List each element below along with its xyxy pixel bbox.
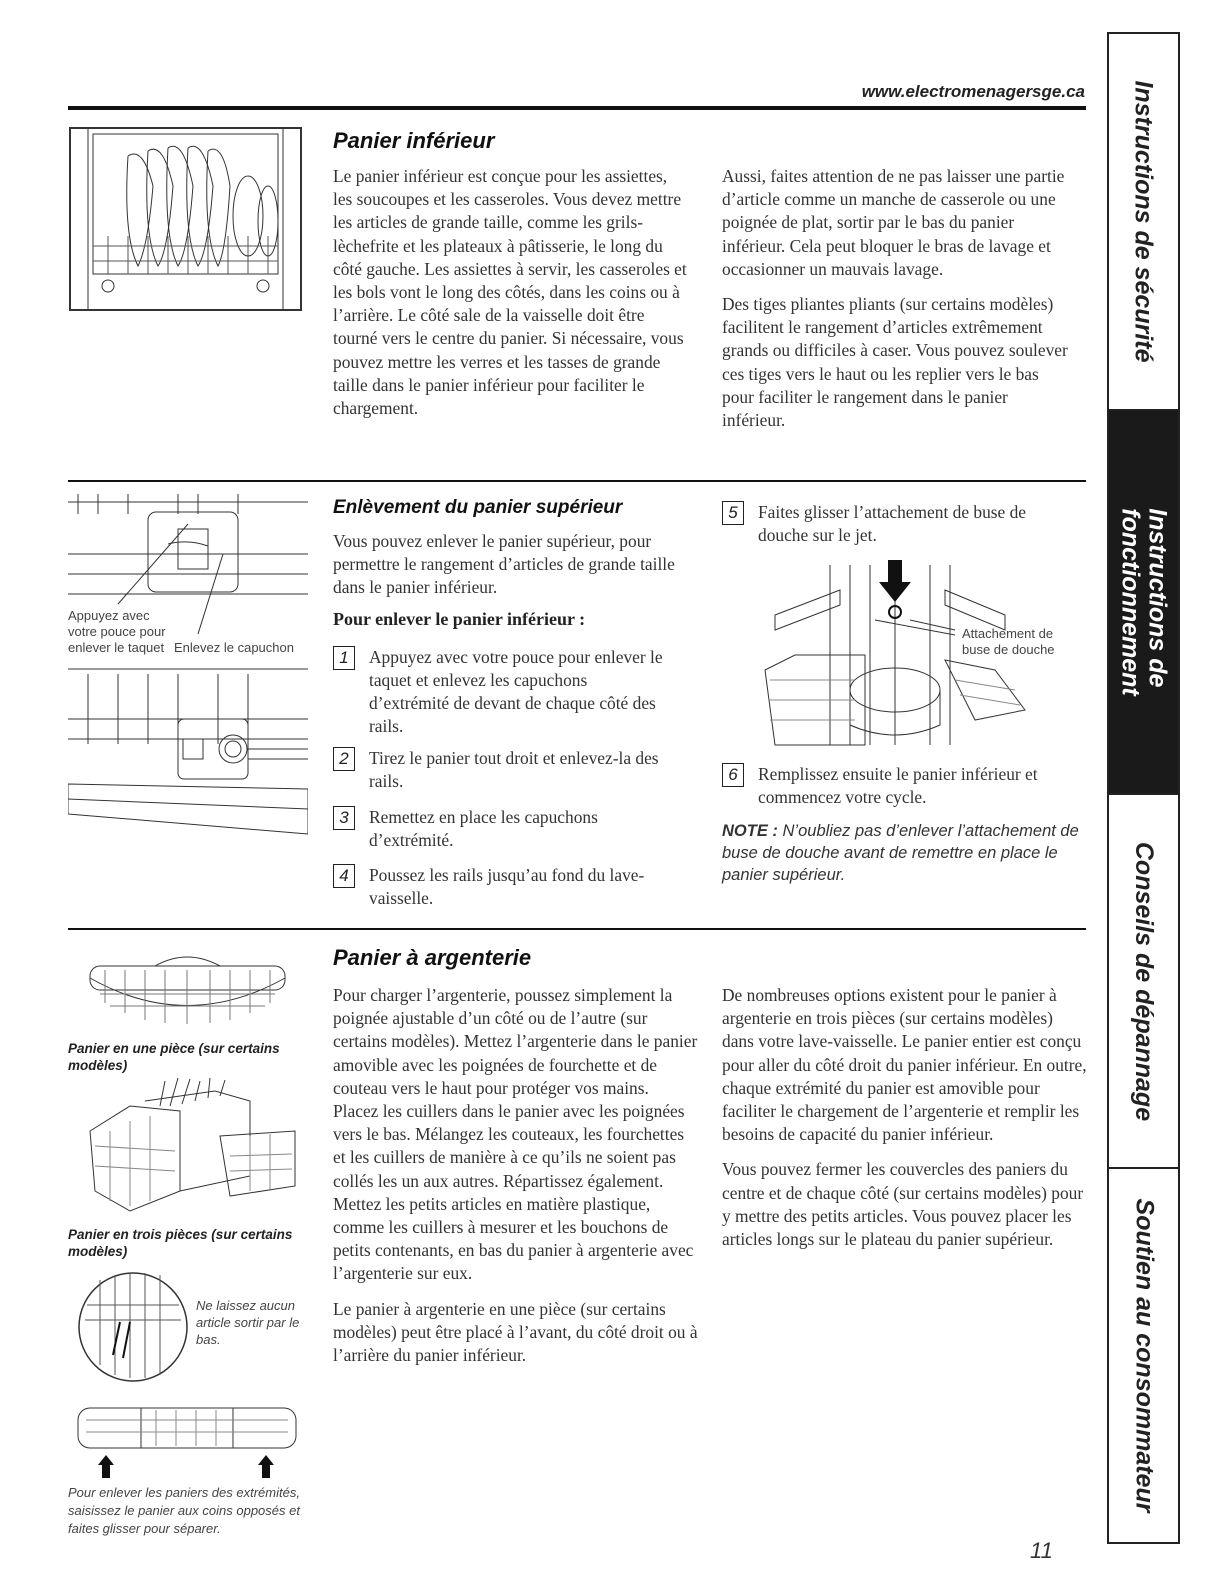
three-piece-basket-illustration	[70, 1076, 310, 1216]
end-basket-separation-illustration	[76, 1400, 298, 1480]
step-number-box: 4	[333, 864, 355, 888]
caption-three-piece-basket: Panier en trois pièces (sur certains modèles)	[68, 1227, 293, 1259]
lower-rack-illustration	[68, 126, 303, 312]
step-text: Remettez en place les capuchons d’extrémité.	[369, 807, 598, 850]
step-number-box: 1	[333, 646, 355, 670]
step-number-box: 2	[333, 747, 355, 771]
upper-rack-removal-illustration	[68, 494, 308, 854]
top-rule	[68, 106, 1086, 110]
tab-safety-instructions[interactable]: Instructions de sécurité	[1130, 80, 1158, 363]
caption-one-piece-basket: Panier en une pièce (sur certains modèles)	[68, 1041, 280, 1073]
step-1	[333, 646, 693, 736]
note-text: N’oubliez pas d’enlever l’attachement de buse de douche avant de remettre en place le panier supérieur.	[722, 822, 1079, 884]
step-6	[722, 763, 1082, 813]
lower-rack-text-col1: Le panier inférieur est conçue pour les assiettes, les soucoupes et les casseroles. Vous devez mettre les articles de grande taille, comme les grils-lèchefrite et les plateaux à pâtisserie, le long du côté gauche. Les assiettes à servir, les casseroles et les bols vont le long des côtés, dans les coins ou à l’arrière. Le côté sale de la vaisselle doit être tourné vers le centre du panier. Si nécessaire, vous pouvez mettre les verres et les tasses de grande taille dans le panier inférieur pour faciliter le chargement.	[333, 166, 687, 419]
step-text: Faites glisser l’attachement de buse de douche sur le jet.	[758, 502, 1027, 545]
page-number: 11	[1030, 1538, 1053, 1563]
tab-consumer-support[interactable]: Soutien au consommateur	[1130, 1198, 1159, 1513]
section-divider	[68, 928, 1086, 930]
website-url: www.electromenagersge.ca	[861, 82, 1085, 101]
figure-label-shower-attachment: Attachement de buse de douche	[962, 626, 1055, 657]
basket-bottom-detail-illustration	[75, 1270, 195, 1385]
figure-label-press-tab: Appuyez avec votre pouce pour enlever le taquet	[68, 608, 166, 655]
step-text: Poussez les rails jusqu’au fond du lave-vaisselle.	[369, 865, 645, 908]
section-title-silverware-basket: Panier à argenterie	[333, 945, 532, 970]
figure-label-remove-cap: Enlevez le capuchon	[174, 640, 294, 655]
note-block	[722, 820, 1087, 886]
step-number-box: 6	[722, 763, 744, 787]
lower-rack-text-col2: Aussi, faites attention de ne pas laisser une partie d’article comme un manche de casserole ou une poignée de plat, sortir par le bas du panier inférieur. Cela peut bloquer le bras de lavage et occasionner un mauvais lavage. Des tiges pliantes pliants (sur certains modèles) facilitent le rangement d’articles extrêmement grands ou difficiles à caser. Vous pouvez soulever ces tiges vers le haut ou les replier vers le bas pour faciliter le rangement dans le panier inférieur.	[722, 166, 1068, 431]
tab-troubleshooting[interactable]: Conseils de dépannage	[1130, 841, 1158, 1121]
section-divider	[68, 480, 1086, 482]
step-number-box: 3	[333, 806, 355, 830]
note-label: NOTE :	[722, 822, 778, 840]
section-title-upper-rack-removal: Enlèvement du panier supérieur	[333, 497, 623, 518]
step-number-box: 5	[722, 501, 744, 525]
one-piece-basket-illustration	[80, 948, 295, 1036]
step-text: Tirez le panier tout droit et enlevez-la des rails.	[369, 748, 659, 791]
step-text: Remplissez ensuite le panier inférieur et commencez votre cycle.	[758, 764, 1038, 807]
section-title-lower-rack: Panier inférieur	[333, 128, 495, 153]
step-5	[722, 501, 1082, 551]
step-4	[333, 864, 693, 914]
upper-rack-intro: Vous pouvez enlever le panier supérieur, pour permettre le rangement d’articles de grande taille dans le panier inférieur.	[333, 531, 675, 598]
step-2	[333, 747, 693, 797]
caption-remove-end-baskets: Pour enlever les paniers des extrémités, saisissez le panier aux coins opposés et faites glisser pour séparer.	[68, 1485, 300, 1536]
step-3	[333, 806, 693, 856]
silverware-text-col2: De nombreuses options existent pour le panier à argenterie en trois pièces (sur certains modèles) dans votre lave-vaisselle. Le panier entier est conçu pour aller du côté droit du panier inférieur. En outre, chaque extrémité du panier est amovible pour faciliter le chargement de l’argenterie et remplir les besoins de capacité du panier inférieur. Vous pouvez fermer les couvercles des paniers du centre et de chaque côté (sur certains modèles) pour y mettre des petits articles. Vous pouvez placer les articles longs sur le plateau du panier supérieur.	[722, 985, 1087, 1250]
silverware-text-col1: Pour charger l’argenterie, poussez simplement la poignée ajustable d’un côté ou de l’autre (sur certains modèles). Mettez l’argenterie dans le panier amovible avec les poignées de fourchette et de couteau vers le haut pour protéger vos mains. Placez les cuillers dans le panier avec les poignées vers le bas. Mélangez les couteaux, les fourchettes et les cuillers de manière à ce qu’ils ne soient pas collés les un aux autres. Répartissez également. Mettez les petits articles en matière plastique, comme les cuillers à mesurer et les bouchons de petits contenants, en bas du panier à argenterie avec l’argenterie sur eux. Le panier à argenterie en une pièce (sur certains modèles) peut être placé à l’avant, du côté droit ou à l’arrière du panier inférieur.	[333, 985, 698, 1366]
tab-operating-instructions[interactable]: Instructions de fonctionnement	[1109, 411, 1178, 793]
step-text: Appuyez avec votre pouce pour enlever le taquet et enlevez les capuchons d’extrémité de devant de chaque côté des rails.	[369, 647, 663, 736]
steps-subheading: Pour enlever le panier inférieur :	[333, 609, 586, 629]
caption-no-item-out-bottom: Ne laissez aucun article sortir par le bas.	[196, 1298, 300, 1347]
side-tab-navigation	[1107, 32, 1180, 1544]
